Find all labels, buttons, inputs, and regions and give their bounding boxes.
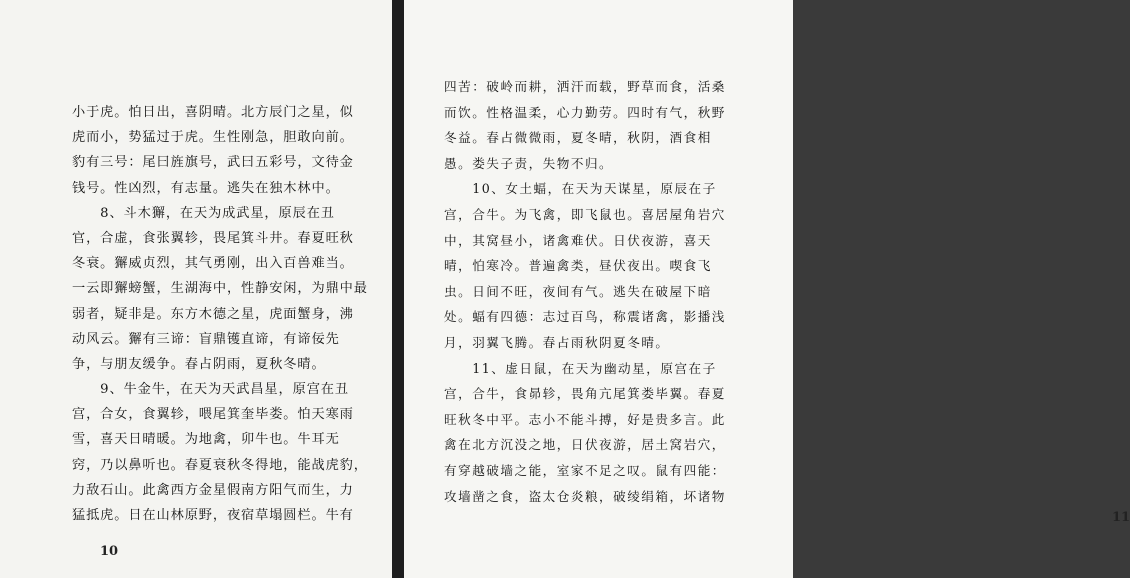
text-line: 而饮。性格温柔，心力勤劳。四时有气，秋野 — [444, 104, 726, 120]
text-line: 处。蝠有四德：志过百鸟，称震诸禽，影播浅 — [444, 309, 726, 325]
text-line: 冬衰。獬威贞烈，其气勇刚，出入百兽难当。 — [72, 256, 354, 272]
right-page — [404, 0, 1130, 578]
text-line: 禽在北方沉没之地，日伏夜游，居土窝岩穴， — [444, 437, 726, 453]
text-line: 宫，合牛。为飞禽，即飞鼠也。喜居屋角岩穴 — [444, 206, 726, 222]
text-line: 晴，怕寒冷。普遍禽类，昼伏夜出。喫食飞 — [444, 258, 712, 274]
text-line: 动风云。獬有三谛：盲鼎镬直谛，有谛佞先 — [72, 331, 340, 347]
text-line: 钱号。性凶烈，有志量。逃失在独木林中。 — [72, 180, 340, 196]
text-line: 雪，喜天日晴暖。为地禽，卯牛也。牛耳无 — [72, 432, 340, 448]
text-line: 11、虚日鼠，在天为幽动星，原宫在子 — [444, 360, 717, 376]
page-number-right: 11 — [1112, 510, 1130, 525]
text-line: 中，其窝昼小，诸禽难伏。日伏夜游，喜天 — [444, 232, 712, 248]
text-line: 愚。娄失子责，失物不归。 — [444, 155, 614, 171]
text-line: 豹有三号：尾曰旌旗号，武曰五彩号，文待金 — [72, 155, 354, 171]
text-line: 旺秋冬中平。志小不能斗搏，好是贵多言。此 — [444, 411, 726, 427]
text-line: 宫，合牛，食昴轸，畏角亢尾箕娄毕翼。春夏 — [444, 386, 726, 402]
book-spine — [392, 0, 404, 578]
text-line: 四苦：破岭而耕，洒汗而载，野草而食，活桑 — [444, 79, 726, 94]
text-line: 争，与朋友缓争。春占阴雨，夏秋冬晴。 — [72, 356, 326, 372]
text-line: 官，合虚，食张翼轸，畏尾箕斗井。春夏旺秋 — [72, 230, 354, 246]
text-line: 虎而小，势猛过于虎。生性刚急，胆敢向前。 — [72, 130, 354, 146]
text-line: 月，羽翼飞腾。春占雨秋阴夏冬晴。 — [444, 334, 670, 350]
left-text-block — [72, 100, 372, 528]
text-line: 8、斗木獬，在天为成武星，原辰在丑 — [72, 205, 335, 221]
text-line: 弱者，疑非是。东方木德之星，虎面蟹身，沸 — [72, 306, 354, 322]
left-page — [0, 0, 392, 578]
text-line: 窍，乃以鼻听也。春夏衰秋冬得地，能战虎豹， — [72, 457, 368, 473]
text-line: 猛抵虎。日在山林原野，夜宿草塌圆栏。牛有 — [72, 508, 354, 523]
text-line: 9、牛金牛，在天为天武昌星，原宫在丑 — [72, 382, 349, 398]
text-line: 攻墙凿之食，盗太仓炎粮，破绫绢箱，坏诸物 — [444, 488, 726, 504]
right-text-block — [444, 74, 762, 509]
text-line: 虫。日间不旺，夜间有气。逃失在破屋下暗 — [444, 283, 712, 299]
text-line: 有穿越破墙之能，室家不足之叹。鼠有四能： — [444, 462, 726, 478]
text-line: 力敌石山。此禽西方金星假南方阳气而生，力 — [72, 482, 354, 498]
text-line: 冬益。春占微微雨，夏冬晴，秋阴，酒食相 — [444, 130, 712, 146]
text-line: 宫，合女，食翼轸，喂尾箕奎毕娄。怕天寒雨 — [72, 407, 354, 423]
text-line: 小于虎。怕日出，喜阴晴。北方辰门之星，似 — [72, 105, 354, 120]
text-line: 一云即獬螃蟹，生湖海中，性静安闲，为鼎中最 — [72, 281, 368, 297]
page-number-left: 10 — [100, 544, 119, 559]
text-line: 10、女土蝠，在天为天谋星，原辰在子 — [444, 181, 717, 197]
